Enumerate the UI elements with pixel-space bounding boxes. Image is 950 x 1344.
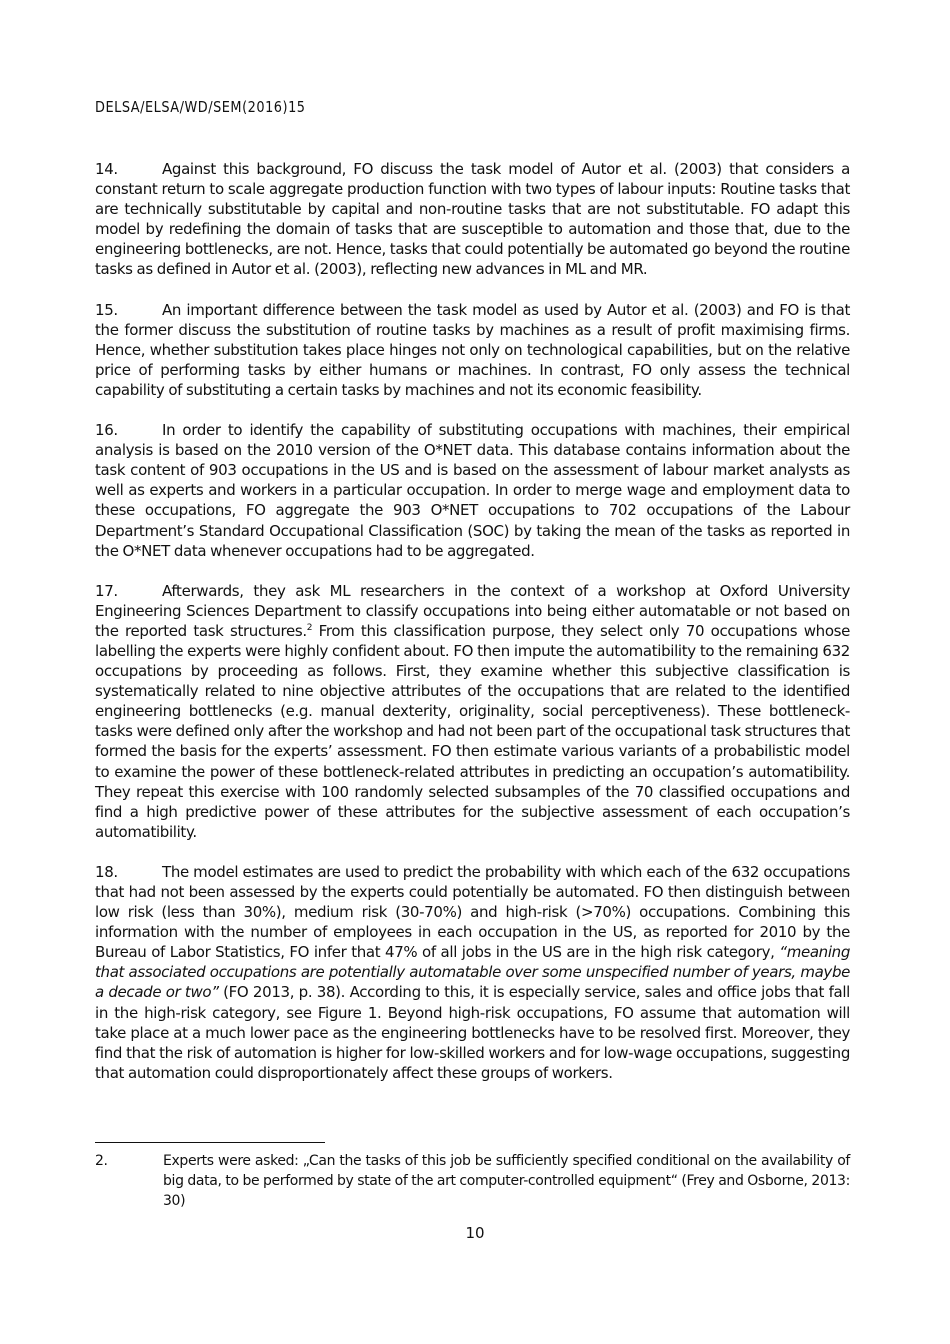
- footnote-number: 2.: [95, 1153, 108, 1169]
- paragraph-text: Against this background, FO discuss the task model of Autor et al. (2003) that considers a constant return to scale aggregate production function with two types of labour inputs: Routine tasks that are technically substitutable by capital and non-routine tasks that are not substitutable. FO adapt this model by redefining the domain of tasks that are susceptible to automation and those that, due to the engineering bottlenecks, are not. Hence, tasks that could potentially be automated go beyond the routine tasks as defined in Autor et al. (2003), reflecting new advances in ML and MR.: [95, 160, 850, 279]
- paragraph-text: The model estimates are used to predict the probability with which each of the 632 occupations that had not been assessed by the experts could potentially be automated. FO then distinguish between low risk (less than 30%), medium risk (30-70%) and high-risk (>70%) occupations. Combining this information with the number of employees in each occupation in the US, as reported for 2010 by the Bureau of Labor Statistics, FO infer that 47% of all jobs in the US are in the high risk category,: [95, 862, 850, 962]
- footnote-text: Experts were asked: „Can the tasks of this job be sufficiently specified conditional on the availability of big data, to be performed by state of the art computer-controlled equipment“ (Frey and Osborne, 2013: 30): [163, 1153, 850, 1209]
- paragraph-text: In order to identify the capability of substituting occupations with machines, their empirical analysis is based on the 2010 version of the O*NET data. This database contains information about the task content of 903 occupations in the US and is based on the assessment of labour market analysts as well as experts and workers in a particular occupation. In order to merge wage and employment data to these occupations, FO aggregate the 903 O*NET occupations to 702 occupations of the Labour Department’s Standard Occupational Classification (SOC) by taking the mean of the tasks as reported in the O*NET data whenever occupations had to be aggregated.: [95, 421, 850, 560]
- paragraph-17: [95, 581, 850, 842]
- document-code-header: DELSA/ELSA/WD/SEM(2016)15: [95, 98, 306, 116]
- footnote-separator: [95, 1142, 325, 1143]
- paragraph-14: [95, 159, 850, 280]
- paragraph-18: [95, 862, 850, 1083]
- paragraph-text-continued: From this classification purpose, they select only 70 occupations whose labelling the experts were highly confident about. FO then impute the automatibility to the remaining 632 occupations by proceeding as follows. First, they examine whether this subjective classification is systematically related to nine objective attributes of the occupations that are related to the identified engineering bottlenecks (e.g. manual dexterity, originality, social perceptiveness). These bottleneck-tasks were defined only after the workshop and had not been part of the occupational task structures that formed the basis for the experts’ assessment. FO then estimate various variants of a probabilistic model to examine the power of these bottleneck-related attributes in predicting an occupation’s automatibility. They repeat this exercise with 100 randomly selected subsamples of the 70 classified occupations and find a high predictive power of these attributes for the subjective assessment of each occupation’s automatibility.: [95, 621, 850, 841]
- paragraph-text: An important difference between the task model as used by Autor et al. (2003) and FO is that the former discuss the substitution of routine tasks by machines as a result of profit maximising firms. Hence, whether substitution takes place hinges not only on technological capabilities, but on the relative price of performing tasks by either humans or machines. In contrast, FO only assess the technical capability of substituting a certain tasks by machines and not its economic feasibility.: [95, 300, 850, 399]
- paragraph-16: [95, 420, 850, 561]
- paragraph-text: Afterwards, they ask ML researchers in the context of a workshop at Oxford University Engineering Sciences Department to classify occupations into being either automatable or not based on the reported task structures.: [95, 581, 850, 640]
- paragraph-number: 16.: [95, 421, 118, 440]
- footnote-2: [95, 1151, 850, 1211]
- paragraph-number: 14.: [95, 160, 118, 178]
- body-text: [95, 159, 850, 1103]
- paragraph-15: [95, 300, 850, 400]
- paragraph-number: 18.: [95, 862, 118, 881]
- paragraph-text-continued: (FO 2013, p. 38). According to this, it is especially service, sales and office jobs that fall in the high-risk category, see Figure 1. Beyond high-risk occupations, FO assume that automation will take place at a much lower pace as the engineering bottlenecks have to be resolved first. Moreover, they find that the risk of automation is higher for low-skilled workers and for low-wage occupations, suggesting that automation could disproportionately affect these groups of workers.: [95, 983, 850, 1082]
- footnote-reference: 2: [306, 622, 313, 633]
- paragraph-number: 15.: [95, 300, 118, 319]
- page-number: 10: [465, 1224, 485, 1242]
- quoted-text: “meaning that associated occupations are potentially automatable over some unspecified number of years, maybe a decade or two”: [95, 943, 850, 1002]
- paragraph-number: 17.: [95, 581, 118, 600]
